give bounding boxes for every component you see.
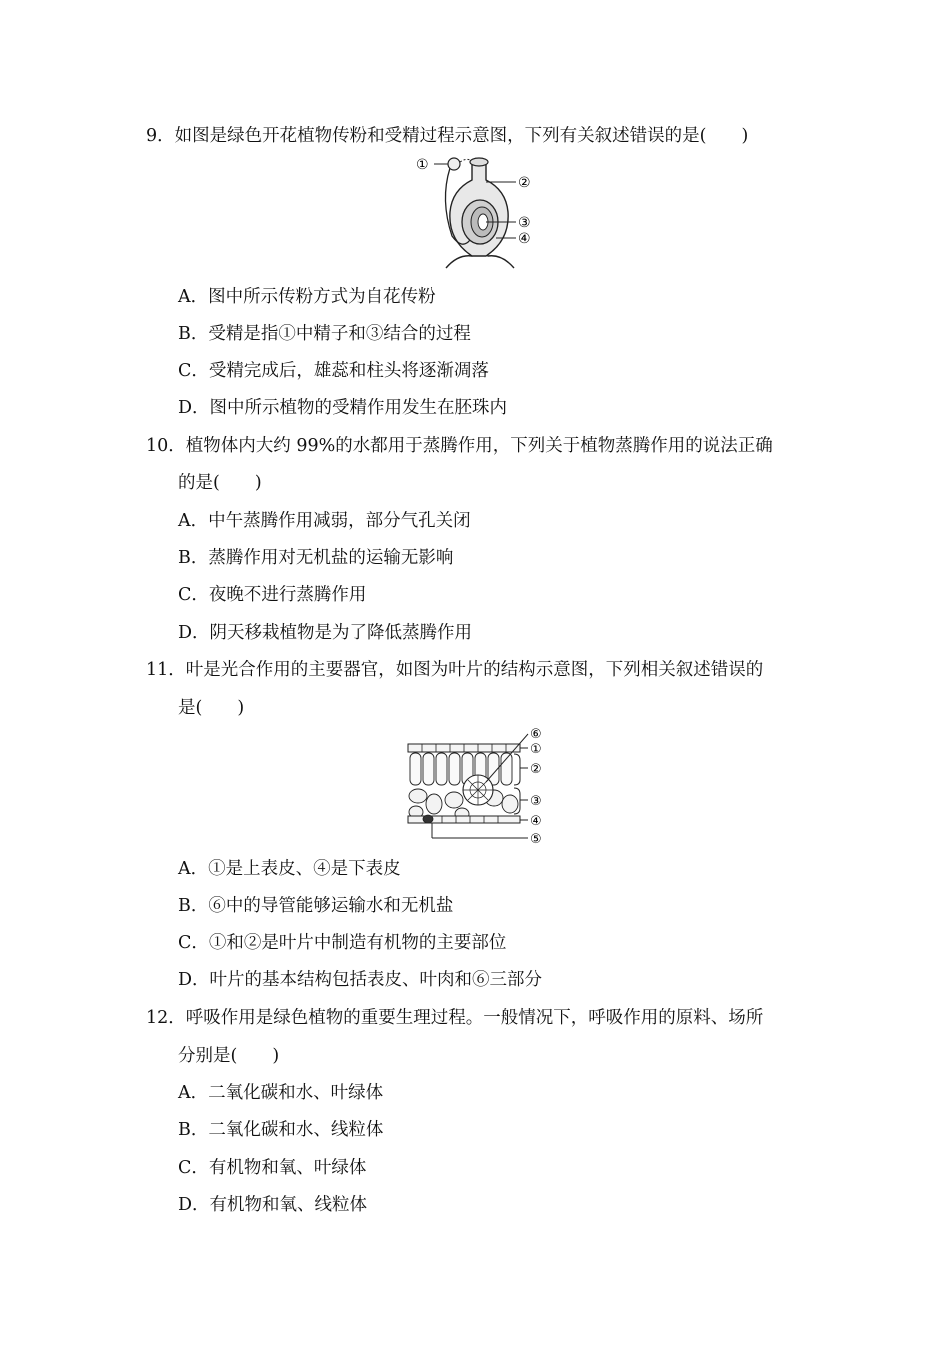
question-11-option-b: B．⑥中的导管能够运输水和无机盐: [178, 896, 454, 916]
fig11-label-4: ④: [530, 814, 542, 829]
question-12-option-c: C．有机物和氧、叶绿体: [178, 1158, 367, 1178]
question-11-stem-line-2: 是( ): [178, 698, 245, 718]
question-10-stem-line-2: 的是( ): [178, 473, 262, 493]
question-9-stem: 9．如图是绿色开花植物传粉和受精过程示意图，下列有关叙述错误的是( ): [146, 126, 749, 146]
fig11-label-5: ⑤: [530, 832, 542, 847]
question-10-option-d: D．阴天移栽植物是为了降低蒸腾作用: [178, 623, 473, 643]
stigma: [470, 158, 488, 166]
stoma: [423, 815, 433, 823]
question-11-option-c: C．①和②是叶片中制造有机物的主要部位: [178, 933, 507, 953]
question-11-option-d: D．叶片的基本结构包括表皮、叶肉和⑥三部分: [178, 970, 543, 990]
question-9-option-d: D．图中所示植物的受精作用发生在胚珠内: [178, 398, 508, 418]
question-10-option-b: B．蒸腾作用对无机盐的运输无影响: [178, 548, 454, 568]
question-10-stem-line-1: 10．植物体内大约 99%的水都用于蒸腾作用，下列关于植物蒸腾作用的说法正确: [146, 436, 773, 456]
question-9-option-b: B．受精是指①中精子和③结合的过程: [178, 324, 471, 344]
question-11-option-a: A．①是上表皮、④是下表皮: [178, 859, 401, 879]
fig9-label-2: ②: [518, 175, 531, 191]
pollen-grain: [448, 158, 460, 170]
question-12-stem-line-2: 分别是( ): [178, 1046, 280, 1066]
fig11-label-2: ②: [530, 762, 542, 777]
palisade-layer: [410, 753, 512, 785]
fig11-label-3: ③: [530, 794, 542, 809]
question-10-option-c: C．夜晚不进行蒸腾作用: [178, 585, 367, 605]
question-9-option-a: A．图中所示传粉方式为自花传粉: [178, 287, 436, 307]
question-12-option-d: D．有机物和氧、线粒体: [178, 1195, 368, 1215]
fig9-label-4: ④: [518, 231, 531, 247]
fig11-label-6: ⑥: [530, 727, 542, 742]
question-12-option-a: A．二氧化碳和水、叶绿体: [178, 1083, 384, 1103]
question-9-option-c: C．受精完成后，雄蕊和柱头将逐渐凋落: [178, 361, 489, 381]
question-10-option-a: A．中午蒸腾作用减弱，部分气孔关闭: [178, 511, 471, 531]
fig9-label-1: ①: [416, 157, 429, 173]
question-12-option-b: B．二氧化碳和水、线粒体: [178, 1120, 384, 1140]
fig9-label-3: ③: [518, 215, 531, 231]
pistil-pollination-figure: [410, 150, 545, 275]
question-11-stem-line-1: 11．叶是光合作用的主要器官，如图为叶片的结构示意图，下列相关叙述错误的: [146, 660, 764, 680]
leaf-cross-section-figure: [402, 724, 552, 848]
fig11-label-1: ①: [530, 742, 542, 757]
question-12-stem-line-1: 12．呼吸作用是绿色植物的重要生理过程。一般情况下，呼吸作用的原料、场所: [146, 1008, 764, 1028]
